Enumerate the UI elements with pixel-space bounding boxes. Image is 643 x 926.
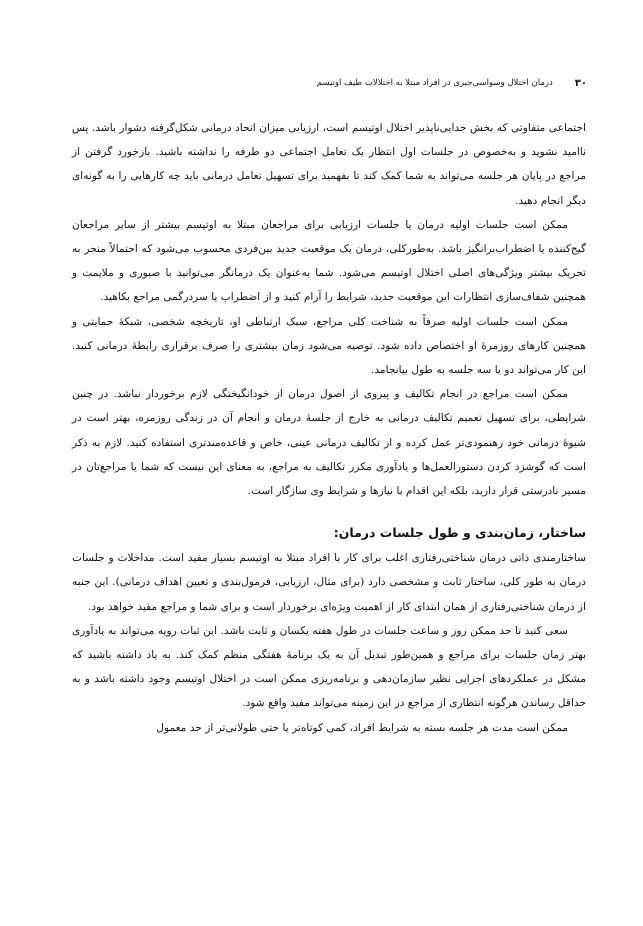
running-title: درمان اختلال وسواسی‌جبری در افراد مبتلا به اختلالات طیف اوتیسم (316, 78, 553, 88)
paragraph-6: سعی کنید تا حد ممکن روز و ساعت جلسات در طول هفته یکسان و ثابت باشد. این ثبات رویه می‌تواند به یادآوری بهتر زمان جلسات برای مراجع و همین‌طور تبدیل آن به یک برنامهٔ هفتگی منظم کمک کند. به یاد داشته باشید که مشکل در عملکردهای اجرایی نظیر سازمان‌دهی و برنامه‌ریزی ممکن است در اختلال اوتیسم وجود داشته باشد و به حداقل رساندن هرگونه انتظاری از مراجع در این زمینه می‌تواند مفید واقع شود. (72, 624, 586, 710)
section-heading: ساختار، زمان‌بندی و طول جلسات درمان: (333, 525, 586, 541)
paragraph-7: ممکن است مدت هر جلسه بسته به شرایط افراد، کمی کوتاه‌تر یا حتی طولانی‌تر از حد معمول (156, 721, 568, 734)
running-header (288, 74, 587, 92)
body-text (72, 116, 586, 740)
paragraph-2: ممکن است جلسات اولیه درمان یا جلسات ارزیابی برای مراجعان مبتلا به اوتیسم بیشتر از سایر مراجعان گیج‌کننده یا اضطراب‌برانگیز باشد. به‌طورکلی، درمان یک موقعیت جدید بین‌فردی محسوب می‌شود که احتمالاً منجر به تحریک بیشتر ویژگی‌های اصلی اختلال اوتیسم می‌شود. شما به‌عنوان یک درمانگر می‌توانید با صبوری و ملایمت و همچنین شفاف‌سازی انتظارات این موقعیت جدید، شرایط را آرام کنید و از اضطراب یا سردرگمی مراجع بکاهید. (72, 218, 586, 304)
paragraph-4: ممکن است مراجع در انجام تکالیف و پیروی از اصول درمان از خودانگیختگی لازم برخوردار نباشد. در چنین شرایطی، برای تسهیل تعمیم تکالیف درمانی به خارج از جلسهٔ درمان و انجام آن در زندگی روزمره، بهتر است در شیوهٔ درمانی خود رهنمودی‌تر عمل کرده و از تکالیف درمانی عینی، خاص و قاعده‌مندتری استفاده کنید. لازم به ذکر است که گوشزد کردن دستورالعمل‌ها و یادآوری مکرر تکالیف به مراجع، به معنای این نیست که شما یا مراجع‌تان در مسیر نادرستی قرار دارید، بلکه این اقدام با نیازها و شرایط وی سازگار است. (72, 388, 586, 498)
page-number: ۳۰ (574, 77, 587, 89)
paragraph-3: ممکن است جلسات اولیه صرفاً به شناخت کلی مراجع، سبک ارتباطی او، تاریخچه شخصی، شبکهٔ حمایتی و همچنین کارهای روزمرهٔ او اختصاص داده شود. توصیه می‌شود زمان بیشتری را صرف برقراری رابطهٔ درمانی کنید. این کار می‌تواند دو یا سه جلسه به طول بیانجامد. (72, 315, 586, 377)
paragraph-5: ساختارمندی ذاتی درمان شناختی‌رفتاری اغلب برای کار با افراد مبتلا به اوتیسم بسیار مفید است. مداخلات و جلسات درمان به طور کلی، ساختار ثابت و مشخصی دارد (برای مثال، ارزیابی، فرمول‌بندی و تعیین اهداف درمانی). این جنبه از درمان شناختی‌رفتاری از همان ابتدای کار از اهمیت ویژه‌ای برخوردار است و برای شما و مراجع مفید خواهد بود. (72, 552, 586, 613)
paragraph-1: اجتماعی متفاوتی که بخش جدایی‌ناپذیر اختلال اوتیسم است، ارزیابی میزان اتحاد درمانی شکل‌گرفته دشوار باشد. پس ناامید نشوید و به‌خصوص در جلسات اول انتظار یک تعامل اجتماعی دو طرفه را نداشته باشید. بازخورد گرفتن از مراجع در پایان هر جلسه می‌تواند به شما کمک کند تا بفهمید برای تسهیل تعامل درمانی باید چه کارهایی را به گونه‌ای دیگر انجام دهید. (72, 122, 586, 207)
